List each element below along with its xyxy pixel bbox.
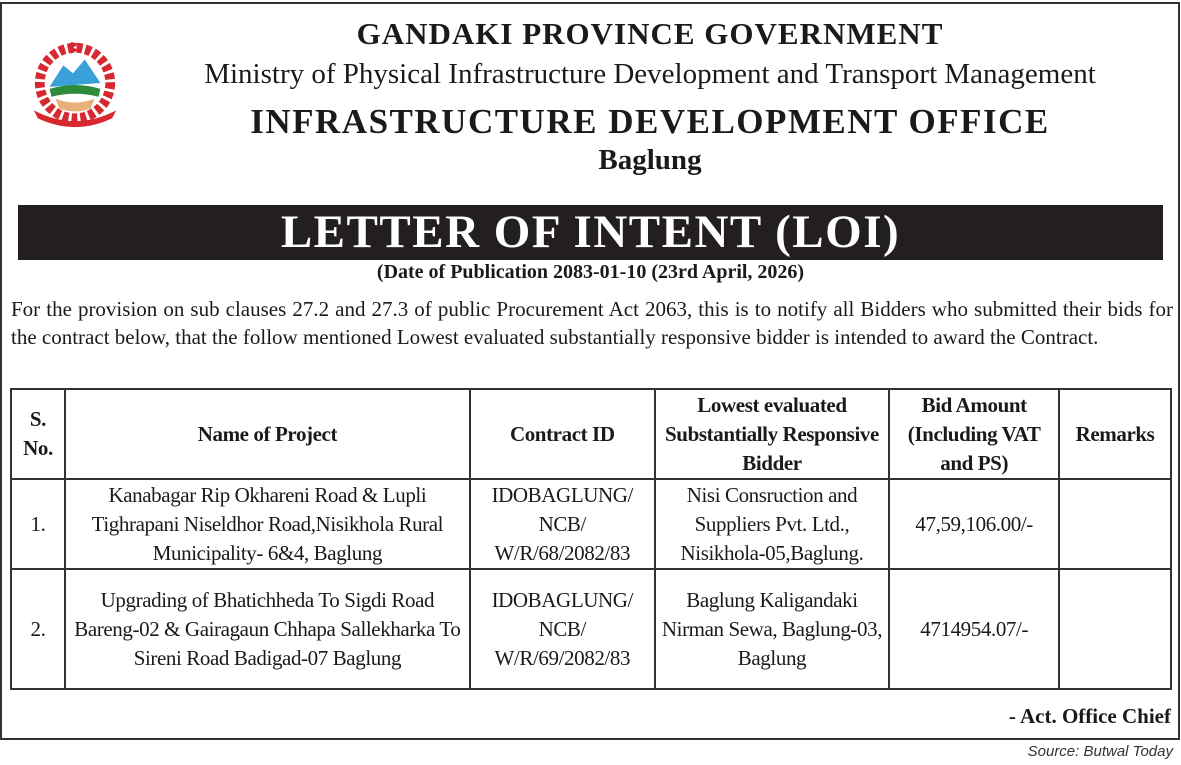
- header-remarks: Remarks: [1059, 389, 1171, 479]
- office-location: Baglung: [598, 144, 702, 176]
- cell-bidder: Nisi Consruction and Suppliers Pvt. Ltd., Nisikhola-05,Baglung.: [655, 479, 890, 569]
- cell-amount: 4714954.07/-: [889, 569, 1059, 689]
- cell-amount: 47,59,106.00/-: [889, 479, 1059, 569]
- table-header-row: [11, 389, 1171, 479]
- table-row: [11, 569, 1171, 689]
- cell-project: Kanabagar Rip Okhareni Road & Lupli Tighrapani Niseldhor Road,Nisikhola Rural Municipality- 6&4, Baglung: [65, 479, 470, 569]
- cell-contract-id: IDOBAGLUNG/ NCB/ W/R/68/2082/83: [470, 479, 655, 569]
- signature: - Act. Office Chief: [1008, 704, 1171, 728]
- cell-remarks: [1059, 479, 1171, 569]
- office-name: INFRASTRUCTURE DEVELOPMENT OFFICE: [250, 102, 1050, 141]
- government-name: GANDAKI PROVINCE GOVERNMENT: [356, 16, 944, 51]
- cell-sn: 2.: [11, 569, 65, 689]
- cell-sn: 1.: [11, 479, 65, 569]
- table-row: [11, 479, 1171, 569]
- cell-remarks: [1059, 569, 1171, 689]
- header-bidder: Lowest evaluated Substantially Responsive Bidder: [655, 389, 890, 479]
- cell-contract-id: IDOBAGLUNG/ NCB/ W/R/69/2082/83: [470, 569, 655, 689]
- header-amount: Bid Amount (Including VAT and PS): [889, 389, 1059, 479]
- source-credit: Source: Butwal Today: [1027, 743, 1173, 760]
- cell-bidder: Baglung Kaligandaki Nirman Sewa, Baglung-03, Baglung: [655, 569, 890, 689]
- nepal-emblem-icon: [26, 38, 124, 130]
- ministry-name: Ministry of Physical Infrastructure Development and Transport Management: [204, 58, 1096, 90]
- loi-table: [10, 388, 1172, 690]
- header-project: Name of Project: [65, 389, 470, 479]
- cell-project: Upgrading of Bhatichheda To Sigdi Road Bareng-02 & Gairagaun Chhapa Sallekharka To Sireni Road Badigad-07 Baglung: [65, 569, 470, 689]
- notice-body: For the provision on sub clauses 27.2 and 27.3 of public Procurement Act 2063, this is to notify all Bidders who submitted their bids for the contract below, that the follow mentioned Lowest evaluated substantially responsive bidder is intended to award the Contract.: [11, 297, 1173, 349]
- publication-date: (Date of Publication 2083-01-10 (23rd April, 2026): [376, 261, 805, 283]
- notice-title: LETTER OF INTENT (LOI): [18, 205, 1163, 260]
- header-contract-id: Contract ID: [470, 389, 655, 479]
- header-sn: S. No.: [11, 389, 65, 479]
